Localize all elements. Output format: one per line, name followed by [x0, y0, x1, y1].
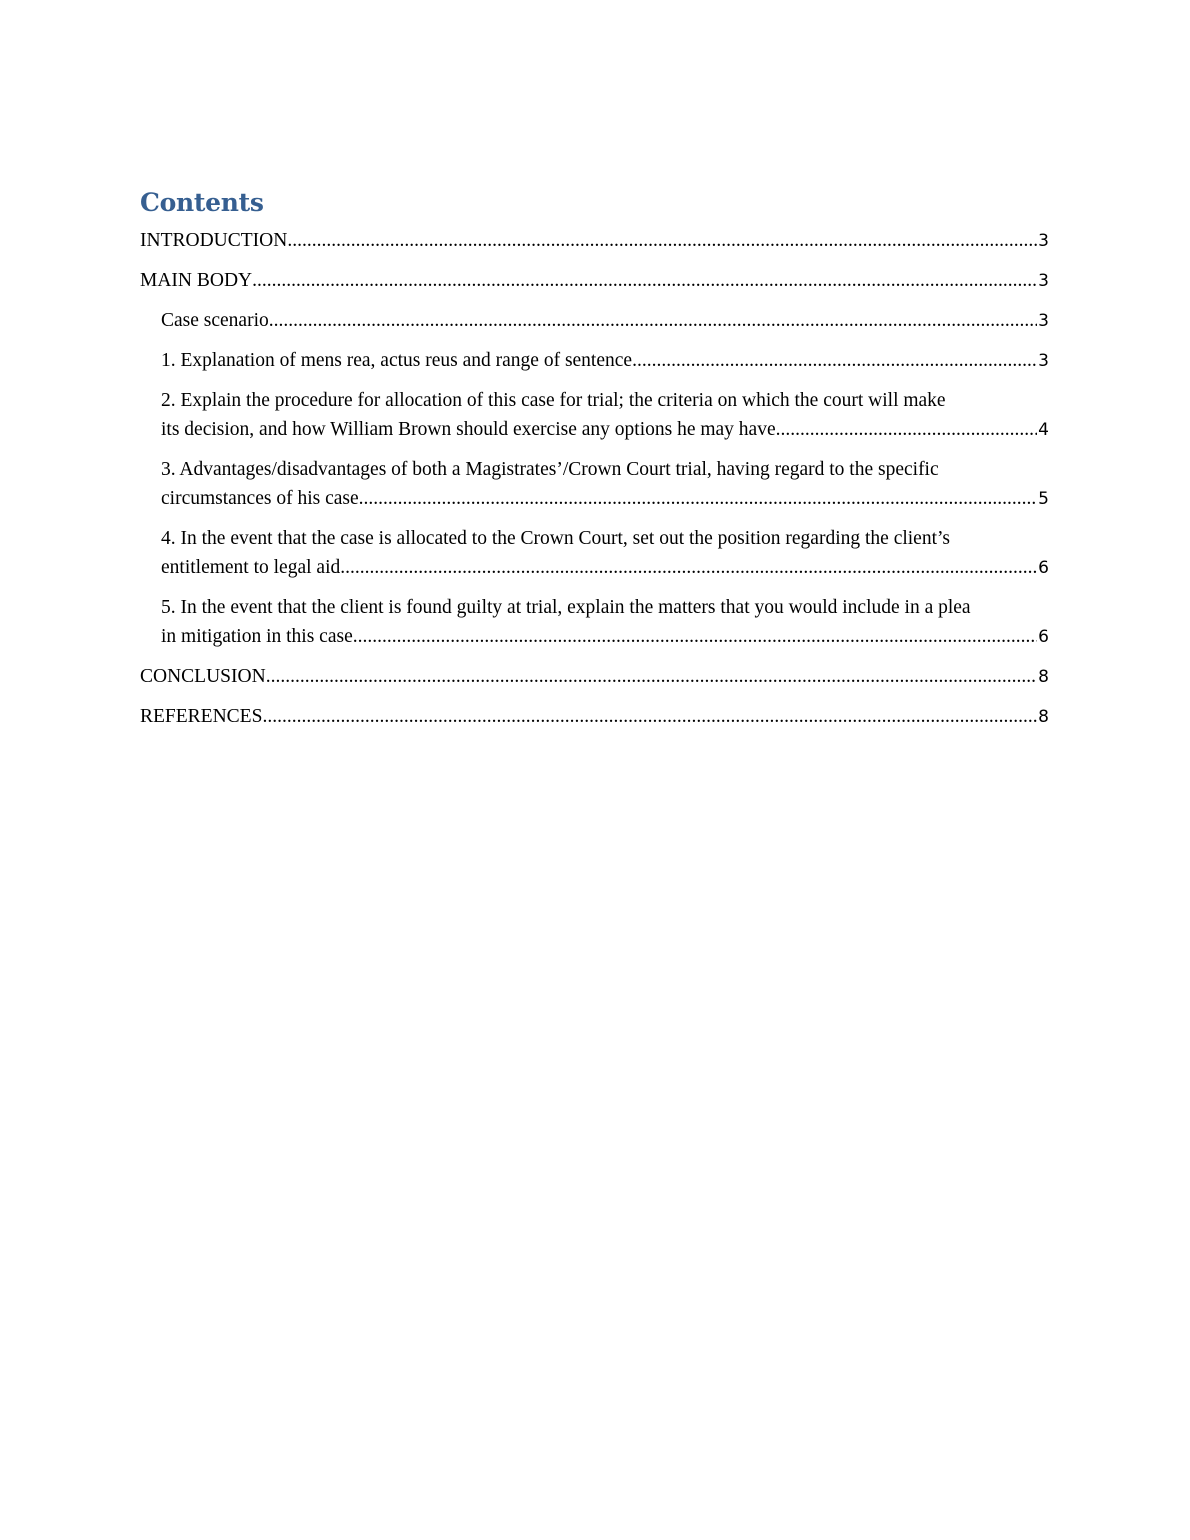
toc-page-number: 8 [1038, 667, 1049, 687]
toc-page-number: 6 [1038, 627, 1049, 647]
toc-heading: Contents [140, 188, 264, 217]
toc-page-number: 4 [1038, 420, 1049, 440]
toc-entry-title-line-2: in mitigation in this case [161, 626, 353, 647]
table-of-contents [140, 186, 1049, 742]
toc-entry-title-line-2: its decision, and how William Brown should exercise any options he may have. [161, 419, 781, 440]
toc-entry-title-line-1: 2. Explain the procedure for allocation of this case for trial; the criteria on which the court will make [161, 390, 946, 411]
toc-entry-advantages-disadvantages[interactable] [140, 455, 1049, 514]
toc-dot-leader [637, 346, 1037, 375]
toc-dot-leader [266, 662, 1037, 691]
toc-entry-plea-mitigation[interactable] [140, 593, 1049, 652]
toc-entry-mens-rea[interactable] [140, 346, 1049, 376]
toc-entry-title-line-2: circumstances of his case. [161, 488, 364, 509]
toc-dot-leader [252, 266, 1037, 295]
toc-dot-leader [262, 702, 1037, 731]
toc-page-number: 3 [1038, 271, 1049, 291]
toc-dot-leader [364, 484, 1038, 513]
toc-dot-leader [269, 306, 1037, 335]
toc-entry-legal-aid[interactable] [140, 524, 1049, 583]
toc-entry-title: CONCLUSION [140, 666, 266, 687]
toc-entry-conclusion[interactable] [140, 662, 1049, 692]
toc-page-number: 5 [1038, 489, 1049, 509]
toc-entry-title: MAIN BODY [140, 270, 253, 291]
toc-entry-title-line-1: 3. Advantages/disadvantages of both a Magistrates’/Crown Court trial, having regard to the specific [161, 459, 939, 480]
toc-entry-title: REFERENCES [140, 706, 263, 727]
toc-dot-leader [287, 226, 1037, 255]
toc-entry-references[interactable] [140, 702, 1049, 732]
toc-page-number: 8 [1038, 707, 1049, 727]
toc-entry-introduction[interactable] [140, 226, 1049, 256]
toc-entry-case-scenario[interactable] [140, 306, 1049, 336]
toc-entry-title-line-1: 4. In the event that the case is allocated to the Crown Court, set out the position regarding the client’s [161, 528, 951, 549]
toc-dot-leader [781, 415, 1038, 444]
toc-page-number: 6 [1038, 558, 1049, 578]
toc-entry-title-line-2: entitlement to legal aid [161, 557, 341, 578]
toc-entry-title: Case scenario [161, 310, 269, 331]
toc-page-number: 3 [1038, 351, 1049, 371]
toc-page-number: 3 [1038, 311, 1049, 331]
toc-entry-title-line-1: 5. In the event that the client is found guilty at trial, explain the matters that you would include in a plea [161, 597, 971, 618]
toc-entry-allocation-procedure[interactable] [140, 386, 1049, 445]
toc-entry-title: INTRODUCTION [140, 230, 288, 251]
toc-entry-title: 1. Explanation of mens rea, actus reus and range of sentence. [161, 350, 637, 371]
toc-entry-main-body[interactable] [140, 266, 1049, 296]
toc-dot-leader [353, 622, 1037, 651]
toc-dot-leader [340, 553, 1037, 582]
toc-page-number: 3 [1038, 231, 1049, 251]
